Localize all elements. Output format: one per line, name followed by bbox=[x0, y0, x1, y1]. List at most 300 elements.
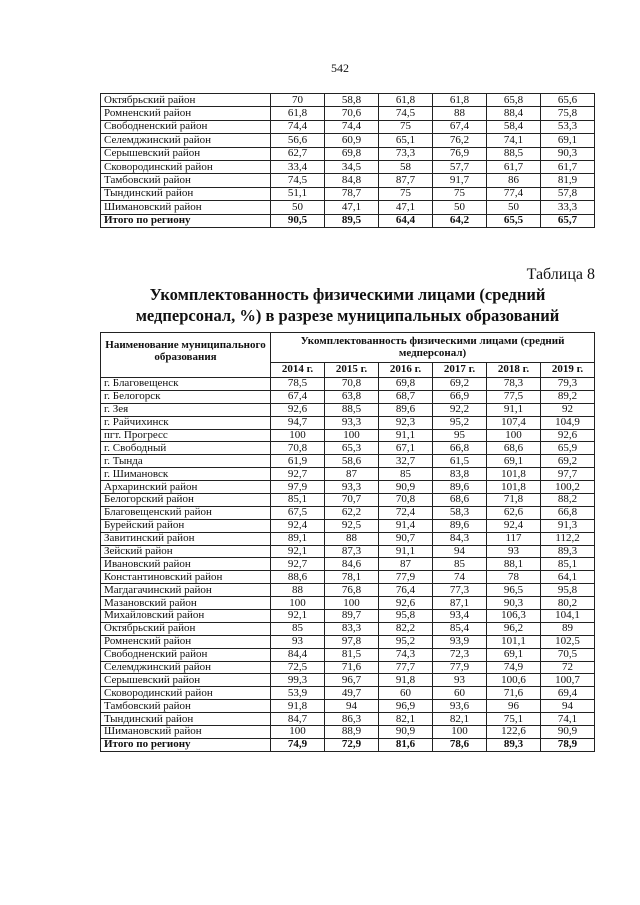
value-cell: 106,3 bbox=[487, 610, 541, 623]
municipality-name: Михайловский район bbox=[101, 610, 271, 623]
value-cell: 100,7 bbox=[541, 674, 595, 687]
value-cell: 76,8 bbox=[325, 584, 379, 597]
value-cell: 70 bbox=[271, 94, 325, 107]
municipality-name: Октябрьский район bbox=[101, 94, 271, 107]
value-cell: 89,6 bbox=[433, 519, 487, 532]
value-cell: 92,4 bbox=[487, 519, 541, 532]
value-cell: 91,1 bbox=[379, 429, 433, 442]
value-cell: 92,6 bbox=[271, 403, 325, 416]
value-cell: 90,9 bbox=[541, 726, 595, 739]
value-cell: 71,8 bbox=[487, 494, 541, 507]
value-cell: 91,1 bbox=[487, 403, 541, 416]
value-cell: 51,1 bbox=[271, 187, 325, 200]
col-name-header: Наименование муниципального образования bbox=[101, 333, 271, 378]
value-cell: 92,3 bbox=[379, 416, 433, 429]
value-cell: 101,8 bbox=[487, 481, 541, 494]
value-cell: 95,2 bbox=[433, 416, 487, 429]
municipality-name: Тындинский район bbox=[101, 713, 271, 726]
page-number: 542 bbox=[331, 61, 349, 75]
municipality-name: Белогорский район bbox=[101, 494, 271, 507]
municipality-name: Сковородинский район bbox=[101, 160, 271, 173]
value-cell: 74,3 bbox=[379, 648, 433, 661]
value-cell: 95 bbox=[433, 429, 487, 442]
value-cell: 75 bbox=[433, 187, 487, 200]
value-cell: 67,4 bbox=[271, 390, 325, 403]
value-cell: 85 bbox=[433, 558, 487, 571]
municipality-name: Селемджинский район bbox=[101, 661, 271, 674]
value-cell: 85 bbox=[379, 468, 433, 481]
municipality-name: Свободненский район bbox=[101, 648, 271, 661]
value-cell: 92,2 bbox=[433, 403, 487, 416]
value-cell: 57,8 bbox=[541, 187, 595, 200]
table-row bbox=[101, 94, 595, 107]
value-cell: 68,6 bbox=[433, 494, 487, 507]
value-cell: 70,8 bbox=[325, 378, 379, 391]
table-continuation bbox=[100, 93, 595, 228]
value-cell: 34,5 bbox=[325, 160, 379, 173]
value-cell: 58,4 bbox=[487, 120, 541, 133]
value-cell: 79,3 bbox=[541, 378, 595, 391]
table-row bbox=[101, 481, 595, 494]
value-cell: 89,7 bbox=[325, 610, 379, 623]
value-cell: 77,9 bbox=[433, 661, 487, 674]
value-cell: 82,2 bbox=[379, 622, 433, 635]
value-cell: 96,9 bbox=[379, 700, 433, 713]
value-cell: 107,4 bbox=[487, 416, 541, 429]
value-cell: 91,1 bbox=[379, 545, 433, 558]
value-cell: 122,6 bbox=[487, 726, 541, 739]
value-cell: 92,6 bbox=[379, 597, 433, 610]
value-cell: 84,8 bbox=[325, 174, 379, 187]
municipality-name: Архаринский район bbox=[101, 481, 271, 494]
value-cell: 74,1 bbox=[541, 713, 595, 726]
value-cell: 78,1 bbox=[325, 571, 379, 584]
municipality-name: Ивановский район bbox=[101, 558, 271, 571]
value-cell: 117 bbox=[487, 532, 541, 545]
value-cell: 75,1 bbox=[487, 713, 541, 726]
value-cell: 84,4 bbox=[271, 648, 325, 661]
municipality-name: г. Благовещенск bbox=[101, 378, 271, 391]
value-cell: 82,1 bbox=[379, 713, 433, 726]
table-row bbox=[101, 134, 595, 147]
table-row bbox=[101, 661, 595, 674]
municipality-name: Тамбовский район bbox=[101, 700, 271, 713]
value-cell: 100,2 bbox=[541, 481, 595, 494]
value-cell: 58,6 bbox=[325, 455, 379, 468]
value-cell: 83,8 bbox=[433, 468, 487, 481]
value-cell: 58,3 bbox=[433, 506, 487, 519]
year-header: 2019 г. bbox=[541, 362, 595, 377]
value-cell: 69,1 bbox=[487, 455, 541, 468]
value-cell: 97,8 bbox=[325, 635, 379, 648]
table-row bbox=[101, 545, 595, 558]
value-cell: 92,1 bbox=[271, 545, 325, 558]
table-label: Таблица 8 bbox=[526, 266, 595, 283]
value-cell: 90,3 bbox=[541, 147, 595, 160]
value-cell: 62,6 bbox=[487, 506, 541, 519]
value-cell: 89,3 bbox=[541, 545, 595, 558]
value-cell: 92,7 bbox=[271, 558, 325, 571]
value-cell: 90,9 bbox=[379, 481, 433, 494]
value-cell: 88 bbox=[271, 584, 325, 597]
value-cell: 112,2 bbox=[541, 532, 595, 545]
year-header: 2016 г. bbox=[379, 362, 433, 377]
value-cell: 69,8 bbox=[325, 147, 379, 160]
value-cell: 64,1 bbox=[541, 571, 595, 584]
value-cell: 67,5 bbox=[271, 506, 325, 519]
table-row bbox=[101, 506, 595, 519]
value-cell: 87,3 bbox=[325, 545, 379, 558]
value-cell: 89,5 bbox=[325, 214, 379, 227]
value-cell: 74,5 bbox=[379, 107, 433, 120]
value-cell: 90,9 bbox=[379, 726, 433, 739]
value-cell: 85,1 bbox=[271, 494, 325, 507]
staffing-table bbox=[100, 332, 595, 752]
value-cell: 74,1 bbox=[487, 134, 541, 147]
value-cell: 75 bbox=[379, 120, 433, 133]
value-cell: 87,7 bbox=[379, 174, 433, 187]
value-cell: 65,8 bbox=[487, 94, 541, 107]
value-cell: 100 bbox=[487, 429, 541, 442]
table-row bbox=[101, 635, 595, 648]
value-cell: 100 bbox=[271, 597, 325, 610]
table-row bbox=[101, 187, 595, 200]
value-cell: 57,7 bbox=[433, 160, 487, 173]
value-cell: 78,5 bbox=[271, 378, 325, 391]
value-cell: 90,5 bbox=[271, 214, 325, 227]
value-cell: 88,9 bbox=[325, 726, 379, 739]
value-cell: 80,2 bbox=[541, 597, 595, 610]
value-cell: 74,9 bbox=[487, 661, 541, 674]
table-row bbox=[101, 532, 595, 545]
value-cell: 88,6 bbox=[271, 571, 325, 584]
value-cell: 33,4 bbox=[271, 160, 325, 173]
value-cell: 87,1 bbox=[433, 597, 487, 610]
value-cell: 65,7 bbox=[541, 214, 595, 227]
value-cell: 94 bbox=[541, 700, 595, 713]
value-cell: 95,8 bbox=[379, 610, 433, 623]
value-cell: 99,3 bbox=[271, 674, 325, 687]
value-cell: 96,2 bbox=[487, 622, 541, 635]
value-cell: 72,3 bbox=[433, 648, 487, 661]
value-cell: 65,9 bbox=[541, 442, 595, 455]
municipality-name: г. Зея bbox=[101, 403, 271, 416]
municipality-name: пгт. Прогресс bbox=[101, 429, 271, 442]
municipality-name: Константиновский район bbox=[101, 571, 271, 584]
value-cell: 69,1 bbox=[541, 134, 595, 147]
value-cell: 65,3 bbox=[325, 442, 379, 455]
value-cell: 72,9 bbox=[325, 738, 379, 751]
municipality-name: Сковородинский район bbox=[101, 687, 271, 700]
value-cell: 88,5 bbox=[325, 403, 379, 416]
value-cell: 61,8 bbox=[379, 94, 433, 107]
value-cell: 91,3 bbox=[541, 519, 595, 532]
value-cell: 67,1 bbox=[379, 442, 433, 455]
value-cell: 77,7 bbox=[379, 661, 433, 674]
value-cell: 69,2 bbox=[541, 455, 595, 468]
municipality-name: Бурейский район bbox=[101, 519, 271, 532]
table-row bbox=[101, 648, 595, 661]
value-cell: 65,5 bbox=[487, 214, 541, 227]
value-cell: 87 bbox=[325, 468, 379, 481]
value-cell: 89,1 bbox=[271, 532, 325, 545]
value-cell: 63,8 bbox=[325, 390, 379, 403]
table-row bbox=[101, 160, 595, 173]
municipality-name: Ромненский район bbox=[101, 635, 271, 648]
municipality-name: Тындинский район bbox=[101, 187, 271, 200]
table-row bbox=[101, 107, 595, 120]
value-cell: 81,9 bbox=[541, 174, 595, 187]
value-cell: 93,3 bbox=[325, 416, 379, 429]
value-cell: 84,3 bbox=[433, 532, 487, 545]
value-cell: 61,7 bbox=[541, 160, 595, 173]
value-cell: 72,4 bbox=[379, 506, 433, 519]
value-cell: 53,3 bbox=[541, 120, 595, 133]
value-cell: 88,5 bbox=[487, 147, 541, 160]
table-row bbox=[101, 622, 595, 635]
value-cell: 89,6 bbox=[433, 481, 487, 494]
value-cell: 90,7 bbox=[379, 532, 433, 545]
value-cell: 56,6 bbox=[271, 134, 325, 147]
value-cell: 86 bbox=[487, 174, 541, 187]
value-cell: 70,5 bbox=[541, 648, 595, 661]
value-cell: 61,8 bbox=[433, 94, 487, 107]
value-cell: 47,1 bbox=[379, 201, 433, 214]
value-cell: 78,6 bbox=[433, 738, 487, 751]
table-row bbox=[101, 597, 595, 610]
value-cell: 86,3 bbox=[325, 713, 379, 726]
value-cell: 88,2 bbox=[541, 494, 595, 507]
value-cell: 89,3 bbox=[487, 738, 541, 751]
value-cell: 93 bbox=[271, 635, 325, 648]
municipality-name: Итого по региону bbox=[101, 738, 271, 751]
value-cell: 69,2 bbox=[433, 378, 487, 391]
municipality-name: г. Белогорск bbox=[101, 390, 271, 403]
value-cell: 83,3 bbox=[325, 622, 379, 635]
table-row bbox=[101, 713, 595, 726]
value-cell: 94 bbox=[325, 700, 379, 713]
value-cell: 78 bbox=[487, 571, 541, 584]
value-cell: 71,6 bbox=[325, 661, 379, 674]
value-cell: 64,2 bbox=[433, 214, 487, 227]
value-cell: 50 bbox=[487, 201, 541, 214]
value-cell: 77,3 bbox=[433, 584, 487, 597]
value-cell: 74 bbox=[433, 571, 487, 584]
value-cell: 88 bbox=[433, 107, 487, 120]
value-cell: 101,1 bbox=[487, 635, 541, 648]
municipality-name: Октябрьский район bbox=[101, 622, 271, 635]
value-cell: 84,6 bbox=[325, 558, 379, 571]
value-cell: 78,7 bbox=[325, 187, 379, 200]
value-cell: 92 bbox=[541, 403, 595, 416]
table-row bbox=[101, 687, 595, 700]
value-cell: 93 bbox=[487, 545, 541, 558]
value-cell: 61,7 bbox=[487, 160, 541, 173]
value-cell: 61,9 bbox=[271, 455, 325, 468]
value-cell: 69,1 bbox=[487, 648, 541, 661]
value-cell: 76,4 bbox=[379, 584, 433, 597]
value-cell: 81,6 bbox=[379, 738, 433, 751]
value-cell: 68,6 bbox=[487, 442, 541, 455]
value-cell: 61,5 bbox=[433, 455, 487, 468]
year-header: 2018 г. bbox=[487, 362, 541, 377]
value-cell: 91,8 bbox=[271, 700, 325, 713]
value-cell: 89,2 bbox=[541, 390, 595, 403]
value-cell: 102,5 bbox=[541, 635, 595, 648]
value-cell: 104,9 bbox=[541, 416, 595, 429]
value-cell: 68,7 bbox=[379, 390, 433, 403]
municipality-name: г. Шимановск bbox=[101, 468, 271, 481]
value-cell: 93,4 bbox=[433, 610, 487, 623]
value-cell: 95,2 bbox=[379, 635, 433, 648]
value-cell: 97,9 bbox=[271, 481, 325, 494]
value-cell: 96 bbox=[487, 700, 541, 713]
value-cell: 47,1 bbox=[325, 201, 379, 214]
value-cell: 64,4 bbox=[379, 214, 433, 227]
municipality-name: Свободненский район bbox=[101, 120, 271, 133]
value-cell: 49,7 bbox=[325, 687, 379, 700]
value-cell: 96,5 bbox=[487, 584, 541, 597]
value-cell: 92,5 bbox=[325, 519, 379, 532]
table-row bbox=[101, 147, 595, 160]
year-header: 2015 г. bbox=[325, 362, 379, 377]
municipality-name: Завитинский район bbox=[101, 532, 271, 545]
value-cell: 66,8 bbox=[541, 506, 595, 519]
table-row bbox=[101, 494, 595, 507]
value-cell: 58,8 bbox=[325, 94, 379, 107]
value-cell: 85,4 bbox=[433, 622, 487, 635]
value-cell: 81,5 bbox=[325, 648, 379, 661]
table-row bbox=[101, 558, 595, 571]
value-cell: 70,7 bbox=[325, 494, 379, 507]
value-cell: 104,1 bbox=[541, 610, 595, 623]
total-row bbox=[101, 738, 595, 751]
value-cell: 62,7 bbox=[271, 147, 325, 160]
table-row bbox=[101, 584, 595, 597]
value-cell: 93,9 bbox=[433, 635, 487, 648]
table-row bbox=[101, 390, 595, 403]
value-cell: 66,9 bbox=[433, 390, 487, 403]
table-row bbox=[101, 726, 595, 739]
value-cell: 94,7 bbox=[271, 416, 325, 429]
group-header: Укомплектованность физическими лицами (средний медперсонал) bbox=[271, 333, 595, 363]
table-row bbox=[101, 174, 595, 187]
value-cell: 62,2 bbox=[325, 506, 379, 519]
table-row bbox=[101, 442, 595, 455]
value-cell: 69,8 bbox=[379, 378, 433, 391]
value-cell: 91,4 bbox=[379, 519, 433, 532]
table-row bbox=[101, 120, 595, 133]
value-cell: 33,3 bbox=[541, 201, 595, 214]
municipality-name: Мазановский район bbox=[101, 597, 271, 610]
value-cell: 93 bbox=[433, 674, 487, 687]
value-cell: 94 bbox=[433, 545, 487, 558]
value-cell: 77,4 bbox=[487, 187, 541, 200]
value-cell: 100 bbox=[325, 597, 379, 610]
value-cell: 65,6 bbox=[541, 94, 595, 107]
table-title: Укомплектованность физическими лицами (средний медперсонал, %) в разрезе муниципальных образований bbox=[135, 285, 560, 325]
table-row bbox=[101, 455, 595, 468]
value-cell: 88,4 bbox=[487, 107, 541, 120]
value-cell: 53,9 bbox=[271, 687, 325, 700]
year-header: 2017 г. bbox=[433, 362, 487, 377]
value-cell: 100 bbox=[433, 726, 487, 739]
value-cell: 85 bbox=[271, 622, 325, 635]
value-cell: 92,4 bbox=[271, 519, 325, 532]
value-cell: 69,4 bbox=[541, 687, 595, 700]
municipality-name: Селемджинский район bbox=[101, 134, 271, 147]
value-cell: 89,6 bbox=[379, 403, 433, 416]
value-cell: 95,8 bbox=[541, 584, 595, 597]
value-cell: 70,6 bbox=[325, 107, 379, 120]
value-cell: 100 bbox=[271, 429, 325, 442]
value-cell: 74,5 bbox=[271, 174, 325, 187]
value-cell: 78,9 bbox=[541, 738, 595, 751]
value-cell: 82,1 bbox=[433, 713, 487, 726]
value-cell: 60 bbox=[379, 687, 433, 700]
table-row bbox=[101, 610, 595, 623]
value-cell: 101,8 bbox=[487, 468, 541, 481]
value-cell: 77,5 bbox=[487, 390, 541, 403]
municipality-name: г. Райчихинск bbox=[101, 416, 271, 429]
table-row bbox=[101, 378, 595, 391]
value-cell: 88 bbox=[325, 532, 379, 545]
municipality-name: Магдагачинский район bbox=[101, 584, 271, 597]
value-cell: 70,8 bbox=[379, 494, 433, 507]
value-cell: 74,9 bbox=[271, 738, 325, 751]
value-cell: 73,3 bbox=[379, 147, 433, 160]
value-cell: 91,7 bbox=[433, 174, 487, 187]
table-row bbox=[101, 403, 595, 416]
municipality-name: Шимановский район bbox=[101, 201, 271, 214]
value-cell: 50 bbox=[271, 201, 325, 214]
value-cell: 78,3 bbox=[487, 378, 541, 391]
table-row bbox=[101, 201, 595, 214]
table-row bbox=[101, 571, 595, 584]
value-cell: 100 bbox=[325, 429, 379, 442]
value-cell: 87 bbox=[379, 558, 433, 571]
table-row bbox=[101, 429, 595, 442]
table-row bbox=[101, 674, 595, 687]
municipality-name: Благовещенский район bbox=[101, 506, 271, 519]
municipality-name: Итого по региону bbox=[101, 214, 271, 227]
value-cell: 88,1 bbox=[487, 558, 541, 571]
value-cell: 92,1 bbox=[271, 610, 325, 623]
value-cell: 58 bbox=[379, 160, 433, 173]
municipality-name: Шимановский район bbox=[101, 726, 271, 739]
value-cell: 85,1 bbox=[541, 558, 595, 571]
value-cell: 91,8 bbox=[379, 674, 433, 687]
value-cell: 100,6 bbox=[487, 674, 541, 687]
value-cell: 60,9 bbox=[325, 134, 379, 147]
value-cell: 60 bbox=[433, 687, 487, 700]
value-cell: 84,7 bbox=[271, 713, 325, 726]
table-row bbox=[101, 468, 595, 481]
value-cell: 100 bbox=[271, 726, 325, 739]
value-cell: 92,6 bbox=[541, 429, 595, 442]
value-cell: 90,3 bbox=[487, 597, 541, 610]
table-row bbox=[101, 416, 595, 429]
value-cell: 93,3 bbox=[325, 481, 379, 494]
municipality-name: Серышевский район bbox=[101, 147, 271, 160]
municipality-name: Тамбовский район bbox=[101, 174, 271, 187]
municipality-name: Серышевский район bbox=[101, 674, 271, 687]
value-cell: 70,8 bbox=[271, 442, 325, 455]
value-cell: 76,9 bbox=[433, 147, 487, 160]
value-cell: 93,6 bbox=[433, 700, 487, 713]
value-cell: 66,8 bbox=[433, 442, 487, 455]
value-cell: 75 bbox=[379, 187, 433, 200]
